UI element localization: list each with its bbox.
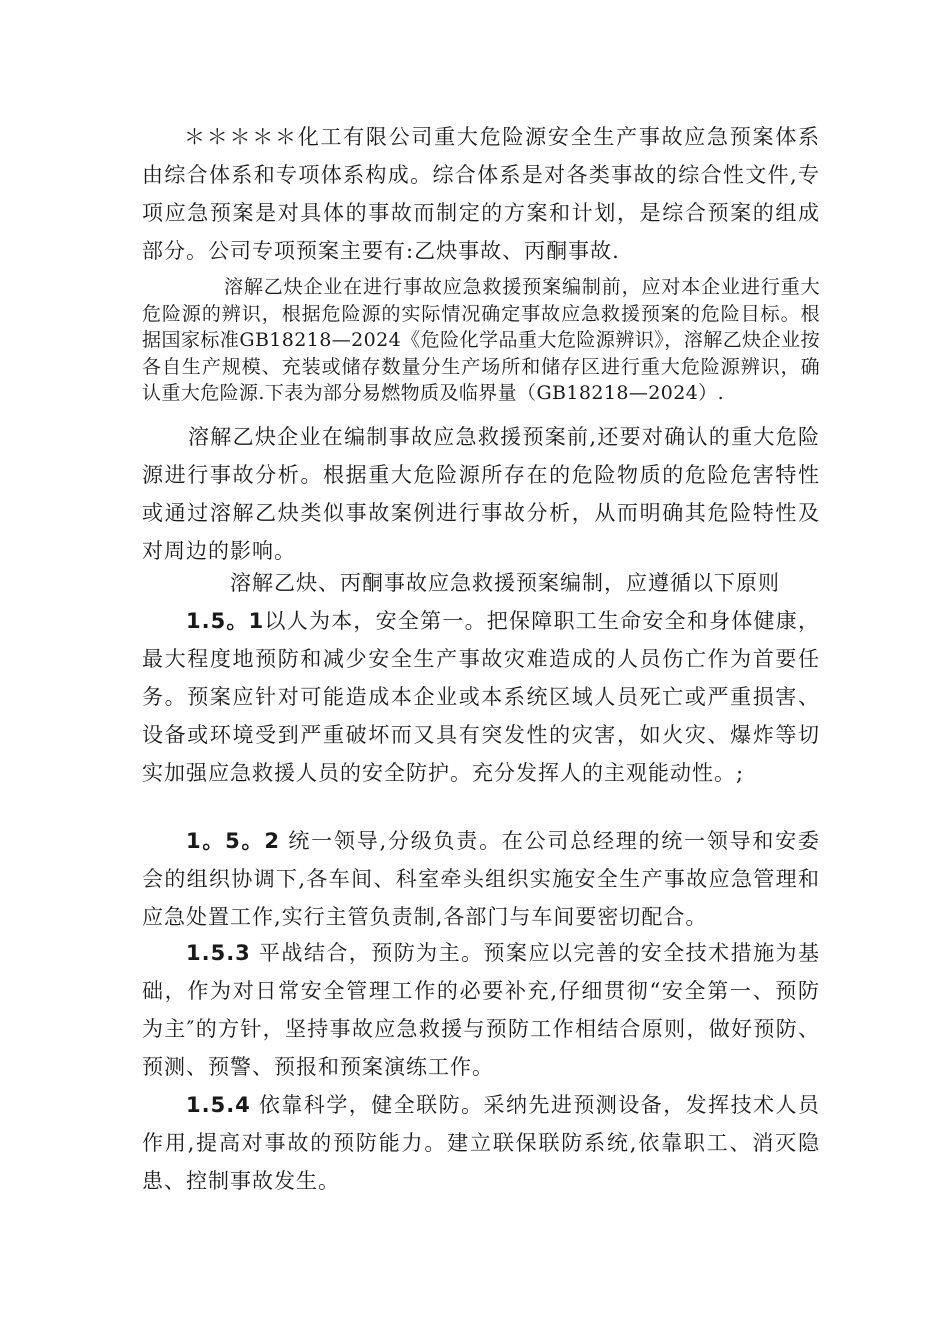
principle-text: 统一领导,分级负责。在公司总经理的统一领导和安委会的组织协调下,各车间、科室牵头组织实施安全生产事故应急管理和应急处置工作,实行主管负责制,各部门与车间要密切配合。: [142, 829, 820, 929]
section-number: 1。5。2: [186, 829, 280, 853]
hazard-identification-paragraph: 溶解乙炔企业在进行事故应急救援预案编制前，应对本企业进行重大危险源的辨识，根据危险源的实际情况确定事故应急救援预案的危险目标。根据国家标准GB18218—2024《危险化学品重大危险源辨识》，溶解乙炔企业按各自生产规模、充装或储存数量分生产场所和储存区进行重大危险源辨识，确认重大危险源.下表为部分易燃物质及临界量（GB18218—2024）.: [142, 276, 820, 404]
principle-1-5-2: [142, 822, 820, 936]
principle-1-5-4: [142, 1086, 820, 1200]
intro-paragraph: ＊＊＊＊＊化工有限公司重大危险源安全生产事故应急预案体系由综合体系和专项体系构成。综合体系是对各类事故的综合性文件,专项应急预案是对具体的事故而制定的方案和计划，是综合预案的组成部分。公司专项预案主要有:乙炔事故、丙酮事故.: [142, 125, 820, 263]
principle-1-5-1: [142, 602, 820, 792]
principle-text: 以人为本，安全第一。把保障职工生命安全和身体健康，最大程度地预防和减少安全生产事故灾难造成的人员伤亡作为首要任务。预案应针对可能造成本企业或本系统区域人员死亡或严重损害、设备或环境受到严重破坏而又具有突发性的灾害，如火灾、爆炸等切实加强应急救援人员的安全防护。充分发挥人的主观能动性。;: [142, 609, 820, 785]
principle-text: 依靠科学，健全联防。采纳先进预测设备，发挥技术人员作用,提高对事故的预防能力。建立联保联防系统,依靠职工、消灭隐患、控制事故发生。: [142, 1093, 820, 1193]
principle-text: 平战结合，预防为主。预案应以完善的安全技术措施为基础，作为对日常安全管理工作的必要补充,仔细贯彻“安全第一、预防为主″的方针，坚持事故应急救援与预防工作相结合原则，做好预防、预测、预警、预报和预案演练工作。: [142, 941, 820, 1079]
section-number: 1.5.4: [186, 1093, 251, 1117]
principle-1-5-3: [142, 934, 820, 1086]
section-number: 1.5.3: [186, 941, 251, 965]
principles-intro-line: 溶解乙炔、丙酮事故应急救援预案编制，应遵循以下原则: [230, 571, 780, 595]
section-number: 1.5。1: [186, 609, 265, 633]
accident-analysis-paragraph: 溶解乙炔企业在编制事故应急救援预案前,还要对确认的重大危险源进行事故分析。根据重大危险源所存在的危险物质的危险危害特性或通过溶解乙炔类似事故案例进行事故分析，从而明确其危险特性及对周边的影响。: [142, 425, 820, 563]
